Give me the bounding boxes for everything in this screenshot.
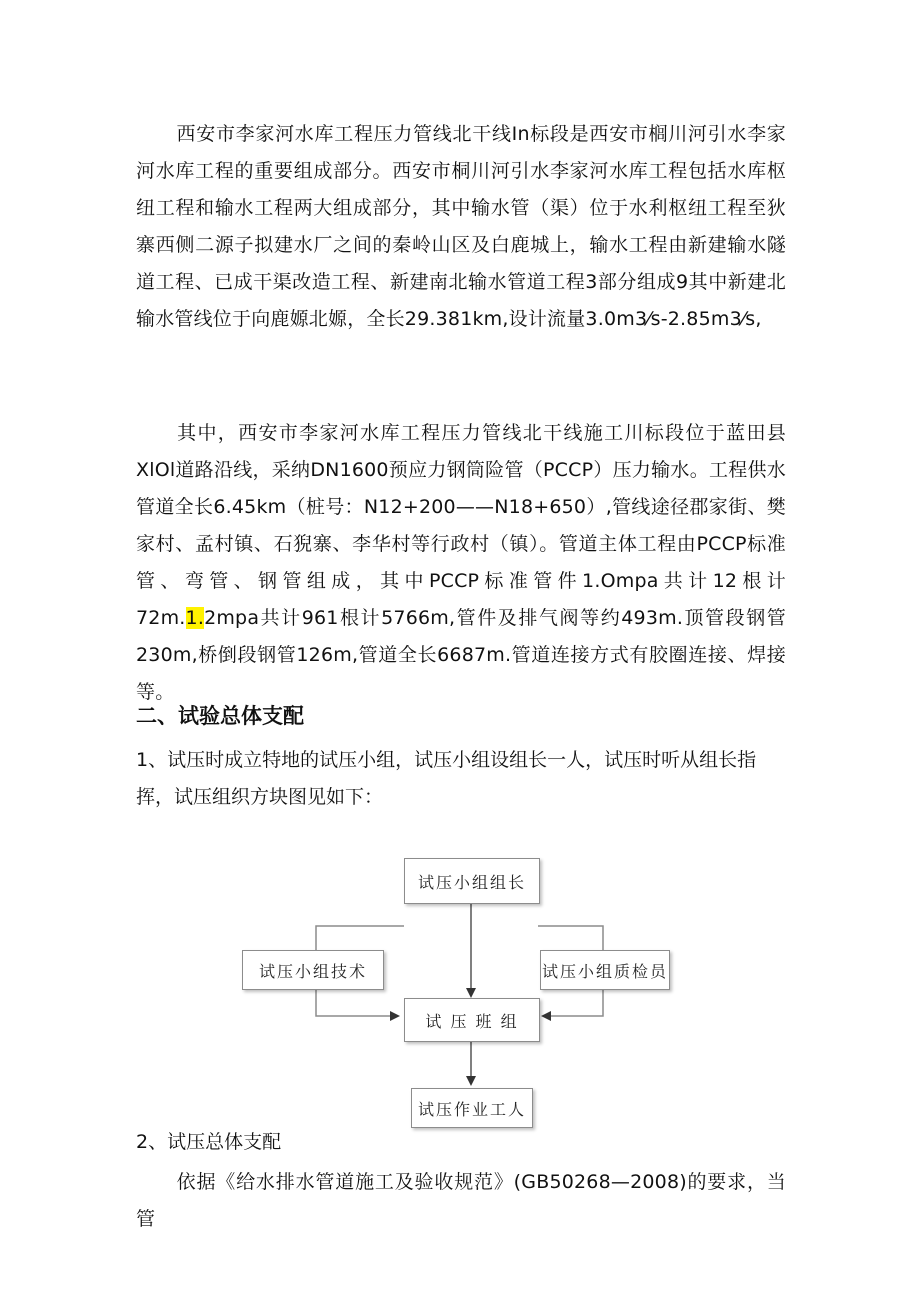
paragraph-spec-reference <box>136 1164 786 1238</box>
list-item-1: 1、试压时成立特地的试压小组，试压小组设组长一人，试压时听从组长指挥，试压组织方块图见如下： <box>136 749 757 808</box>
org-box-team: 试 压 班 组 <box>404 998 540 1042</box>
arrow-tech-to-team <box>316 988 398 1016</box>
paragraph-text: 依据《给水排水管道施工及验收规范》(GB50268—2008)的要求，当管 <box>136 1171 786 1230</box>
org-box-tech: 试压小组技术 <box>242 950 384 990</box>
section-heading: 二、试验总体支配 <box>136 704 304 728</box>
line-leader-to-qc <box>538 926 603 950</box>
org-box-qc: 试压小组质检员 <box>540 950 670 990</box>
arrow-qc-to-team <box>543 988 603 1016</box>
paragraph-text: 西安市李家河水库工程压力管线北干线In标段是西安市榈川河引水李家河水库工程的重要组成部分。西安市桐川河引水李家河水库工程包括水库枢纽工程和输水工程两大组成部分，其中输水管（渠）位于水利枢纽工程至狄寨西侧二源子拟建水厂之间的秦岭山区及白鹿城上，输水工程由新建输水隧道工程、已成干渠改造工程、新建南北输水管道工程3部分组成9其中新建北输水管线位于向鹿嫄北嫄，全长29.381km,设计流量3.0m3⁄s-2.85m3⁄s, <box>136 123 786 330</box>
paragraph-text: 2mpa共计961根计5766m,管件及排气阀等约493m.顶管段钢管230m,桥倒段钢管126m,管道全长6687m.管道连接方式有胶圈连接、焊接等。 <box>136 607 786 703</box>
highlighted-text: 1. <box>185 607 205 629</box>
list-item-2: 2、试压总体支配 <box>136 1131 282 1153</box>
org-box-leader: 试压小组组长 <box>404 858 540 904</box>
org-box-workers: 试压作业工人 <box>411 1088 533 1128</box>
paragraph-text: 其中，西安市李家河水库工程压力管线北干线施工川标段位于蓝田县XlOl道路沿线，采纳DN1600预应力钢筒险管（PCCP）压力输水。工程供水管道全长6.45km（桩号：N12+200——N18+650）,管线途径郡家街、樊家村、孟村镇、石猊寨、李华村等行政村（镇）。管道主体工程由PCCP标准管、弯管、钢管组成，其中PCCP标准管件1.Ompa共计12根计72m. <box>136 422 786 629</box>
line-leader-to-tech <box>316 926 404 950</box>
